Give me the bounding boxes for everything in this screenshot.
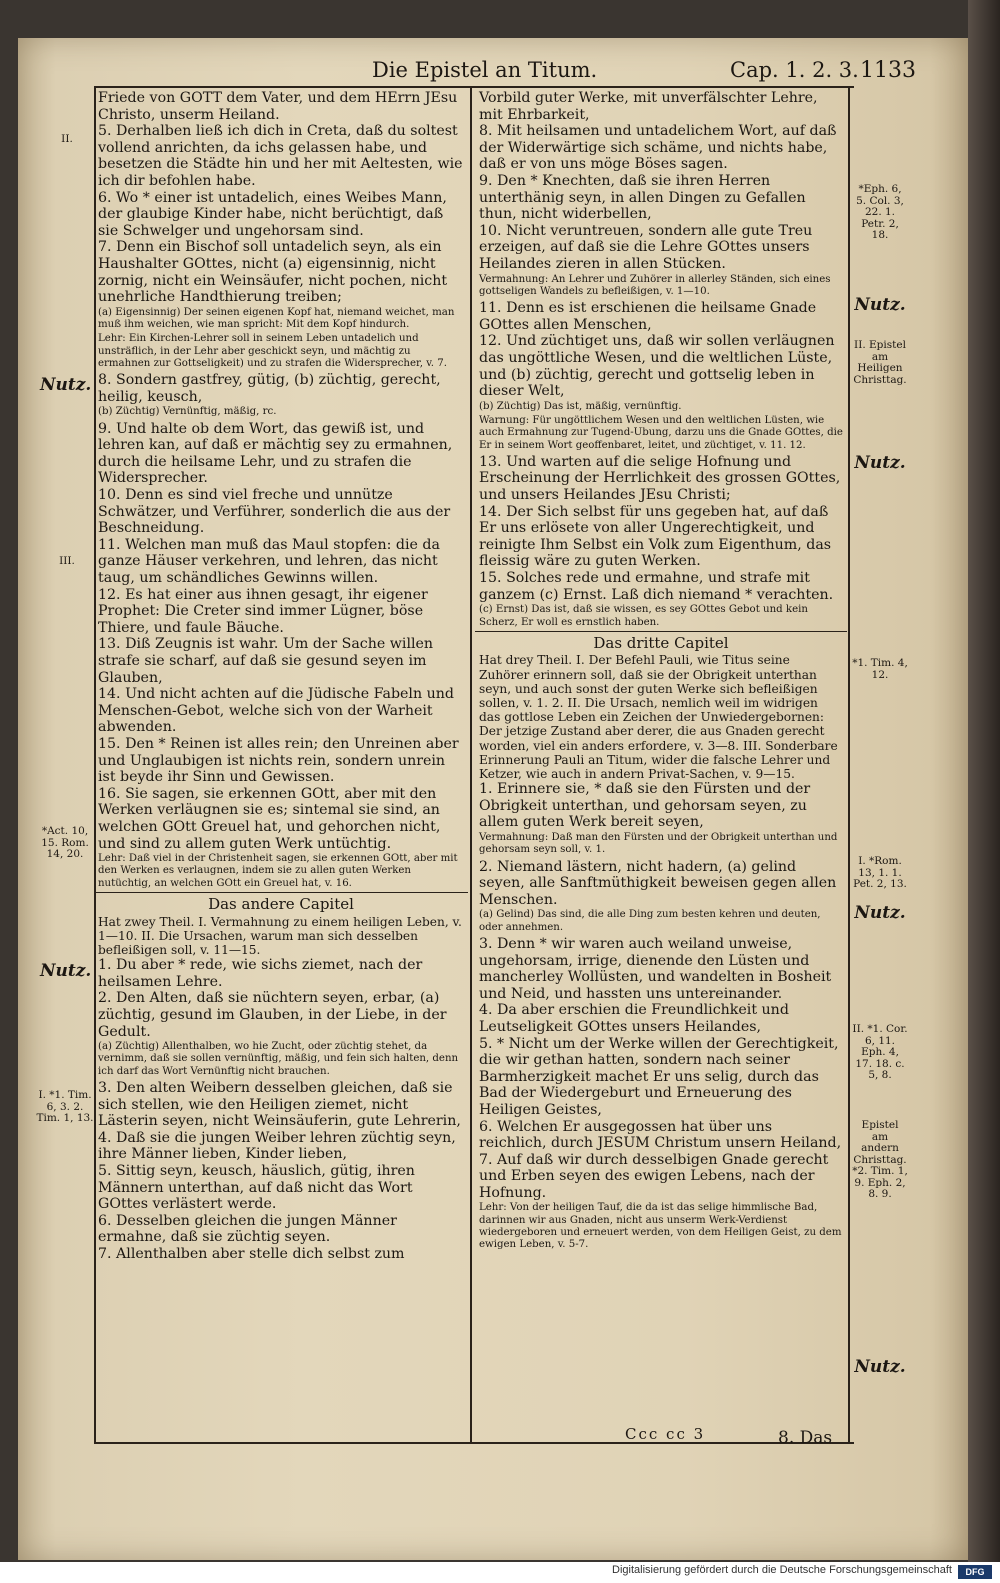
chapter-reference: Cap. 1. 2. 3. xyxy=(730,58,859,82)
book-spine xyxy=(968,0,1000,1583)
annotation-note: Lehr: Daß viel in der Christenheit sagen, sie erkennen GOtt, aber mit den Werken es verlaugnen, indem sie zu allen guten Werken nutüchtig, an welchen GOtt ein Greuel hat, v. 16. xyxy=(98,853,458,889)
verse-paragraph: 11. Denn es ist erschienen die heilsame Gnade GOttes allen Menschen, xyxy=(479,300,817,333)
verse-paragraph: Friede von GOTT dem Vater, und dem HErrn JEsu Christo, unserm Heiland. xyxy=(98,90,458,123)
verse-paragraph: 6. Welchen Er ausgegossen hat über uns reichlich, durch JESUM Christum unsern Heiland, xyxy=(479,1118,842,1152)
signature-mark: Ccc cc 3 xyxy=(625,1425,706,1443)
margin-left-part-two: II. xyxy=(61,133,73,145)
verse-paragraph: 15. Den * Reinen ist alles rein; den Unreinen aber und Unglaubigen ist nichts rein, sondern unrein ist beyde ihr Sinn und Gewissen. xyxy=(98,735,459,786)
verse-paragraph: 8. Sondern gastfrey, gütig, (b) züchtig, gerecht, heilig, keusch, xyxy=(98,372,441,405)
annotation-note: Lehr: Von der heiligen Tauf, die da ist das selige himmlische Bad, darinnen wir aus Gnaden, nicht aus unserm Werk-Verdienst wiedergeboren und erneuert werden, von dem Heiligen Geist, zu dem ewigen Leben, v. 5-7. xyxy=(479,1202,842,1251)
verse-paragraph: 1. Du aber * rede, wie sichs ziemet, nach der heilsamen Lehre. xyxy=(98,957,423,990)
verse-paragraph: 10. Denn es sind viel freche und unnütze Schwätzer, und Verführer, sonderlich die aus der Beschneidung. xyxy=(98,487,451,537)
verse-paragraph: 4. Da aber erschien die Freundlichkeit und Leutseligkeit GOttes unsers Heilandes, xyxy=(479,1002,789,1035)
margin-right-nutz: Nutz. xyxy=(854,1357,906,1377)
verse-paragraph: 15. Solches rede und ermahne, und strafe mit ganzem (c) Ernst. Laß dich niemand * verachten. xyxy=(479,570,834,603)
margin-right-nutz: Nutz. xyxy=(854,295,906,315)
column-divider-rule xyxy=(470,86,472,1442)
right-text-column xyxy=(479,90,843,1254)
margin-right-crossref: II. *1. Cor. 6, 11. Eph. 4, 17. 18. c. 5, 8. xyxy=(852,1023,908,1081)
verse-paragraph: 7. Denn ein Bischof soll untadelich seyn, als ein Haushalter GOttes, nicht (a) eigensinnig, nicht zornig, nicht ein Weinsäufer, nicht pochen, nicht unehrliche Handthierung treiben; xyxy=(98,239,448,306)
credit-text: Digitalisierung gefördert durch die Deutsche Forschungsgemeinschaft xyxy=(612,1564,952,1576)
verse-paragraph: 13. Und warten auf die selige Hofnung und Erscheinung der Herrlichkeit des grossen GOttes, und unsers Heilandes JEsu Christi; xyxy=(479,453,841,504)
verse-paragraph: 1. Erinnere sie, * daß sie den Fürsten und der Obrigkeit unterthan, und gehorsam seyen, zu allem guten Werk bereit seyen, xyxy=(479,781,811,831)
header-rule xyxy=(94,86,854,88)
verse-paragraph: 13. Diß Zeugnis ist wahr. Um der Sache willen strafe sie scharf, auf daß sie gesund seyen im Glauben, xyxy=(98,636,434,686)
annotation-note: Vermahnung: An Lehrer und Zuhörer in allerley Ständen, sich eines gottseligen Wandels zu befleißigen, v. 1—10. xyxy=(479,273,831,297)
verse-paragraph: 9. Den * Knechten, daß sie ihren Herren unterthänig seyn, in allen Dingen zu Gefallen thun, nicht widerbellen, xyxy=(479,172,806,223)
margin-right-crossref: I. *Rom. 13, 1. 1. Pet. 2, 13. xyxy=(853,855,907,890)
running-title: Die Epistel an Titum. xyxy=(372,58,598,82)
verse-paragraph: 14. Der Sich selbst für uns gegeben hat, auf daß Er uns erlösete von aller Ungerechtigkeit, und reinigte Ihm Selbst ein Volk zum Eigenthum, das fleissig wäre zu guten Werken. xyxy=(479,503,832,570)
verse-paragraph: 4. Daß sie die jungen Weiber lehren züchtig seyn, ihre Männer lieben, Kinder lieben, xyxy=(98,1129,456,1163)
verse-paragraph: 12. Es hat einer aus ihnen gesagt, ihr eigener Prophet: Die Creter sind immer Lügner, böse Thiere, und faule Bäuche. xyxy=(98,586,428,636)
margin-right-epistle-note: Epistel am andern Christtag. *2. Tim. 1, 9. Eph. 2, 8. 9. xyxy=(852,1119,908,1200)
verse-paragraph: 5. Sittig seyn, keusch, häuslich, gütig, ihren Männern unterthan, auf daß nicht das Wort GOttes verlästert werde. xyxy=(98,1163,415,1213)
catchword: 8. Das xyxy=(778,1428,833,1448)
page-number: 1133 xyxy=(860,58,916,83)
chapter-separator-rule xyxy=(475,631,847,632)
left-border-rule xyxy=(94,86,96,1442)
margin-left-crossref: I. *1. Tim. 6, 3. 2. Tim. 1, 13. xyxy=(36,1089,94,1124)
left-text-column xyxy=(98,90,464,1263)
chapter-separator-rule xyxy=(94,892,468,893)
annotation-note: Lehr: Ein Kirchen-Lehrer soll in seinem Leben untadelich und unsträflich, in der Lehr aber geschickt seyn, und mächtig zu ermahnen zur Gottseligkeit) und zu strafen die Widersprecher, v. 7. xyxy=(98,333,447,369)
verse-paragraph: 3. Den alten Weibern desselben gleichen, daß sie sich stellen, wie den Heiligen ziemet, nicht Lästerin seyen, nicht Weinsäuferin, gute Lehrerin, xyxy=(98,1080,461,1130)
right-border-rule xyxy=(848,86,850,1442)
annotation-note: (a) Eigensinnig) Der seinen eigenen Kopf hat, niemand weichet, man muß ihm weichen, wie man spricht: Mit dem Kopf hindurch. xyxy=(98,306,455,331)
margin-left-crossref: *Act. 10, 15. Rom. 14, 20. xyxy=(41,825,89,860)
verse-paragraph: 2. Den Alten, daß sie nüchtern seyen, erbar, (a) züchtig, gesund im Glauben, in der Liebe, in der Gedult. xyxy=(98,990,447,1040)
chapter-summary: Hat zwey Theil. I. Vermahnung zu einem heiligen Leben, v. 1—10. II. Die Ursachen, warum man sich desselben befleißigen soll, v. 11—15. xyxy=(98,914,462,958)
chapter-heading: Das dritte Capitel xyxy=(593,633,729,652)
verse-paragraph: 2. Niemand lästern, nicht hadern, (a) gelind seyen, alle Sanftmüthigkeit beweisen gegen allen Menschen. xyxy=(479,858,837,908)
margin-left-nutz: Nutz. xyxy=(40,961,92,981)
verse-paragraph: 16. Sie sagen, sie erkennen GOtt, aber mit den Werken verläugnen sie es; sintemal sie sind, an welchen GOtt Greuel hat, und gehorchen nicht, und sind zu allem guten Werk untüchtig. xyxy=(98,785,441,852)
verse-paragraph: 9. Und halte ob dem Wort, das gewiß ist, und lehren kan, auf daß er mächtig sey zu ermahnen, durch die heilsame Lehr, und zu strafen die Widersprecher. xyxy=(98,420,453,487)
margin-left-part-three: III. xyxy=(59,555,75,567)
margin-right-nutz: Nutz. xyxy=(854,903,906,923)
annotation-note: Vermahnung: Daß man den Fürsten und der Obrigkeit unterthan und gehorsam seyn soll, v. 1. xyxy=(479,832,838,856)
margin-right-nutz: Nutz. xyxy=(854,453,906,473)
margin-right-epistle-note: II. Epistel am Heiligen Christtag. xyxy=(853,339,907,386)
annotation-note: (a) Gelind) Das sind, die alle Ding zum besten kehren und deuten, oder annehmen. xyxy=(479,909,821,933)
annotation-note: Warnung: Für ungöttlichem Wesen und den weltlichen Lüsten, wie auch Ermahnung zur Tugend-Ubung, darzu uns die Gnade GOttes, die Er in seinem Wort geoffenbaret, leitet, und züchtiget, v. 11. 12. xyxy=(479,414,843,451)
verse-paragraph: 10. Nicht veruntreuen, sondern alle gute Treu erzeigen, auf daß sie die Lehre GOttes unsers Heilandes zieren in allen Stücken. xyxy=(479,222,813,272)
verse-paragraph: Vorbild guter Werke, mit unverfälschter Lehre, mit Ehrbarkeit, xyxy=(479,90,818,123)
verse-paragraph: 7. Allenthalben aber stelle dich selbst zum xyxy=(98,1246,405,1263)
verse-paragraph: 6. Wo * einer ist untadelich, eines Weibes Mann, der glaubige Kinder habe, nicht berüchtigt, daß sie Schwelger und ungehorsam sind. xyxy=(98,189,447,239)
verse-paragraph: 14. Und nicht achten auf die Jüdische Fabeln und Menschen-Gebot, welche sich von der Warheit abwenden. xyxy=(98,686,454,736)
annotation-note: (b) Züchtig) Vernünftig, mäßig, rc. xyxy=(98,406,277,418)
verse-paragraph: 8. Mit heilsamen und untadelichem Wort, auf daß der Widerwärtige sich schäme, und nichts habe, daß er von uns möge Böses sagen. xyxy=(479,123,837,173)
margin-left-nutz: Nutz. xyxy=(40,375,92,395)
chapter-summary: Hat drey Theil. I. Der Befehl Pauli, wie Titus seine Zuhörer erinnern soll, daß sie der Obrigkeit unterthan seyn, und auch sonst der guten Werke sich befleißigen sollen, v. 1. 2. II. Die Ursach, nemlich weil im widrigen das gottlose Leben ein Zeichen der Unwiedergebornen: Der jetzige Zustand aber derer, die aus Gnaden gerecht worden, viel ein anders erfordere, v. 3—8. III. Sonderbare Erinnerung Pauli an Titum, wider die falsche Lehrer und Ketzer, wie auch in andern Privat-Sachen, v. 9—15. xyxy=(479,653,838,782)
verse-paragraph: 5. Derhalben ließ ich dich in Creta, daß du soltest vollend anrichten, da ichs gelassen habe, und besetzen die Städte hin und her mit Aeltesten, wie ich dir befohlen habe. xyxy=(98,123,463,189)
footer-rule xyxy=(94,1442,854,1444)
verse-paragraph: 3. Denn * wir waren auch weiland unweise, ungehorsam, irrige, dienende den Lüsten und mancherley Wollüsten, und wandelten in Bosheit und Neid, und hassten uns untereinander. xyxy=(479,935,832,1002)
verse-paragraph: 5. * Nicht um der Werke willen der Gerechtigkeit, die wir gethan hatten, sondern nach seiner Barmherzigkeit machet Er uns selig, durch das Bad der Wiedergeburt und Erneuerung des Heiligen Geistes, xyxy=(479,1035,839,1118)
dfg-logo-badge: DFG xyxy=(958,1565,992,1579)
annotation-note: (b) Züchtig) Das ist, mäßig, vernünftig. xyxy=(479,400,682,412)
chapter-heading: Das andere Capitel xyxy=(208,895,354,914)
verse-paragraph: 6. Desselben gleichen die jungen Männer ermahne, daß sie züchtig seyen. xyxy=(98,1212,397,1246)
annotation-note: (a) Züchtig) Allenthalben, wo hie Zucht, oder züchtig stehet, da vernimm, daß sie sollen vernünftig, mäßig, und fein sich halten, denn ich darf das Wort Vernünftig nicht brauchen. xyxy=(98,1041,459,1077)
margin-right-crossref: *Eph. 6, 5. Col. 3, 22. 1. Petr. 2, 18. xyxy=(856,183,904,241)
verse-paragraph: 7. Auf daß wir durch desselbigen Gnade gerecht und Erben seyen des ewigen Lebens, nach der Hofnung. xyxy=(479,1151,829,1201)
annotation-note: (c) Ernst) Das ist, daß sie wissen, es sey GOttes Gebot und kein Scherz, Er woll es ernstlich haben. xyxy=(479,604,808,628)
verse-paragraph: 12. Und züchtiget uns, daß wir sollen verläugnen das ungöttliche Wesen, und die weltlichen Lüste, und (b) züchtig, gerecht und gottselig leben in dieser Welt, xyxy=(479,333,835,400)
verse-paragraph: 11. Welchen man muß das Maul stopfen: die da ganze Häuser verkehren, und lehren, das nicht taug, um schändliches Gewinns willen. xyxy=(98,536,440,587)
margin-right-crossref: *1. Tim. 4, 12. xyxy=(852,657,908,681)
